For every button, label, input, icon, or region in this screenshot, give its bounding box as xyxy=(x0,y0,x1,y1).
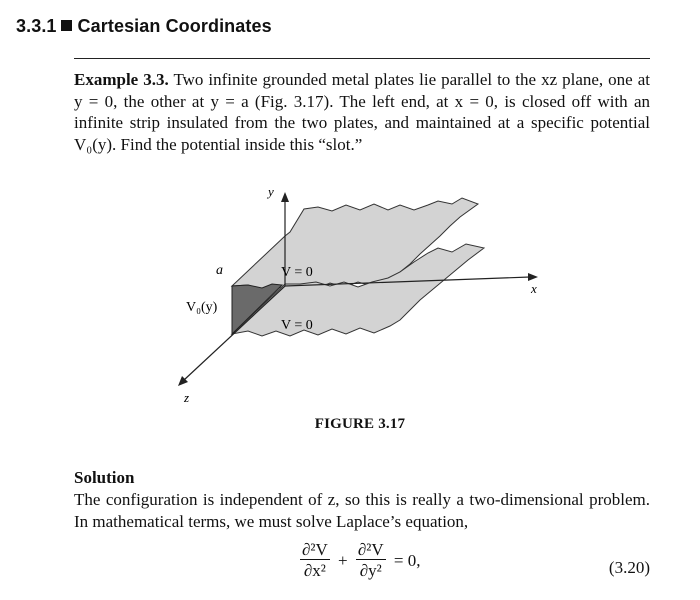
fraction-denominator: ∂y² xyxy=(359,561,382,580)
z-axis-label: z xyxy=(184,390,190,405)
plus-sign: + xyxy=(338,550,348,570)
solution-heading: Solution xyxy=(74,468,135,487)
fraction-numerator: ∂²V xyxy=(302,540,328,559)
a-label: a xyxy=(216,263,223,278)
example-paragraph xyxy=(74,69,650,155)
horizontal-rule xyxy=(74,58,650,59)
equation-number: (3.20) xyxy=(608,558,650,577)
fraction-numerator: ∂²V xyxy=(357,540,384,559)
section-heading xyxy=(16,16,272,37)
laplace-equation xyxy=(300,540,425,581)
example-label: Example 3.3. xyxy=(74,70,169,89)
fraction-d2v-dy2 xyxy=(356,540,386,581)
section-number: 3.3.1 xyxy=(16,16,57,36)
y-axis-label: y xyxy=(268,184,274,199)
section-square-icon xyxy=(61,20,72,31)
x-axis-arrow-icon xyxy=(528,273,538,281)
solution-paragraph: The configuration is independent of z, so this is really a two-dimensional problem. In mathematical terms, we must solve Laplace’s equation, xyxy=(74,490,650,531)
v0-label: V₀(y) xyxy=(186,300,218,315)
x-axis-label: x xyxy=(531,281,537,296)
fraction-d2v-dx2 xyxy=(300,540,330,581)
bottom-plate-label: V = 0 xyxy=(281,318,313,333)
figure-caption: FIGURE 3.17 xyxy=(314,416,406,432)
equation-rhs: = 0, xyxy=(393,550,421,570)
y-axis-arrow-icon xyxy=(281,192,289,202)
section-title: Cartesian Coordinates xyxy=(77,16,272,36)
example-text: Two infinite grounded metal plates lie parallel to the xz plane, one at y = 0, the other at y = a (Fig. 3.17). The left end, at x = 0, is closed off with an infinite strip insulated from the two plates, and maintained at a specific potential V₀(y). Find the potential inside this “slot.” xyxy=(74,70,650,154)
fraction-denominator: ∂x² xyxy=(303,561,326,580)
top-plate-label: V = 0 xyxy=(281,265,313,280)
